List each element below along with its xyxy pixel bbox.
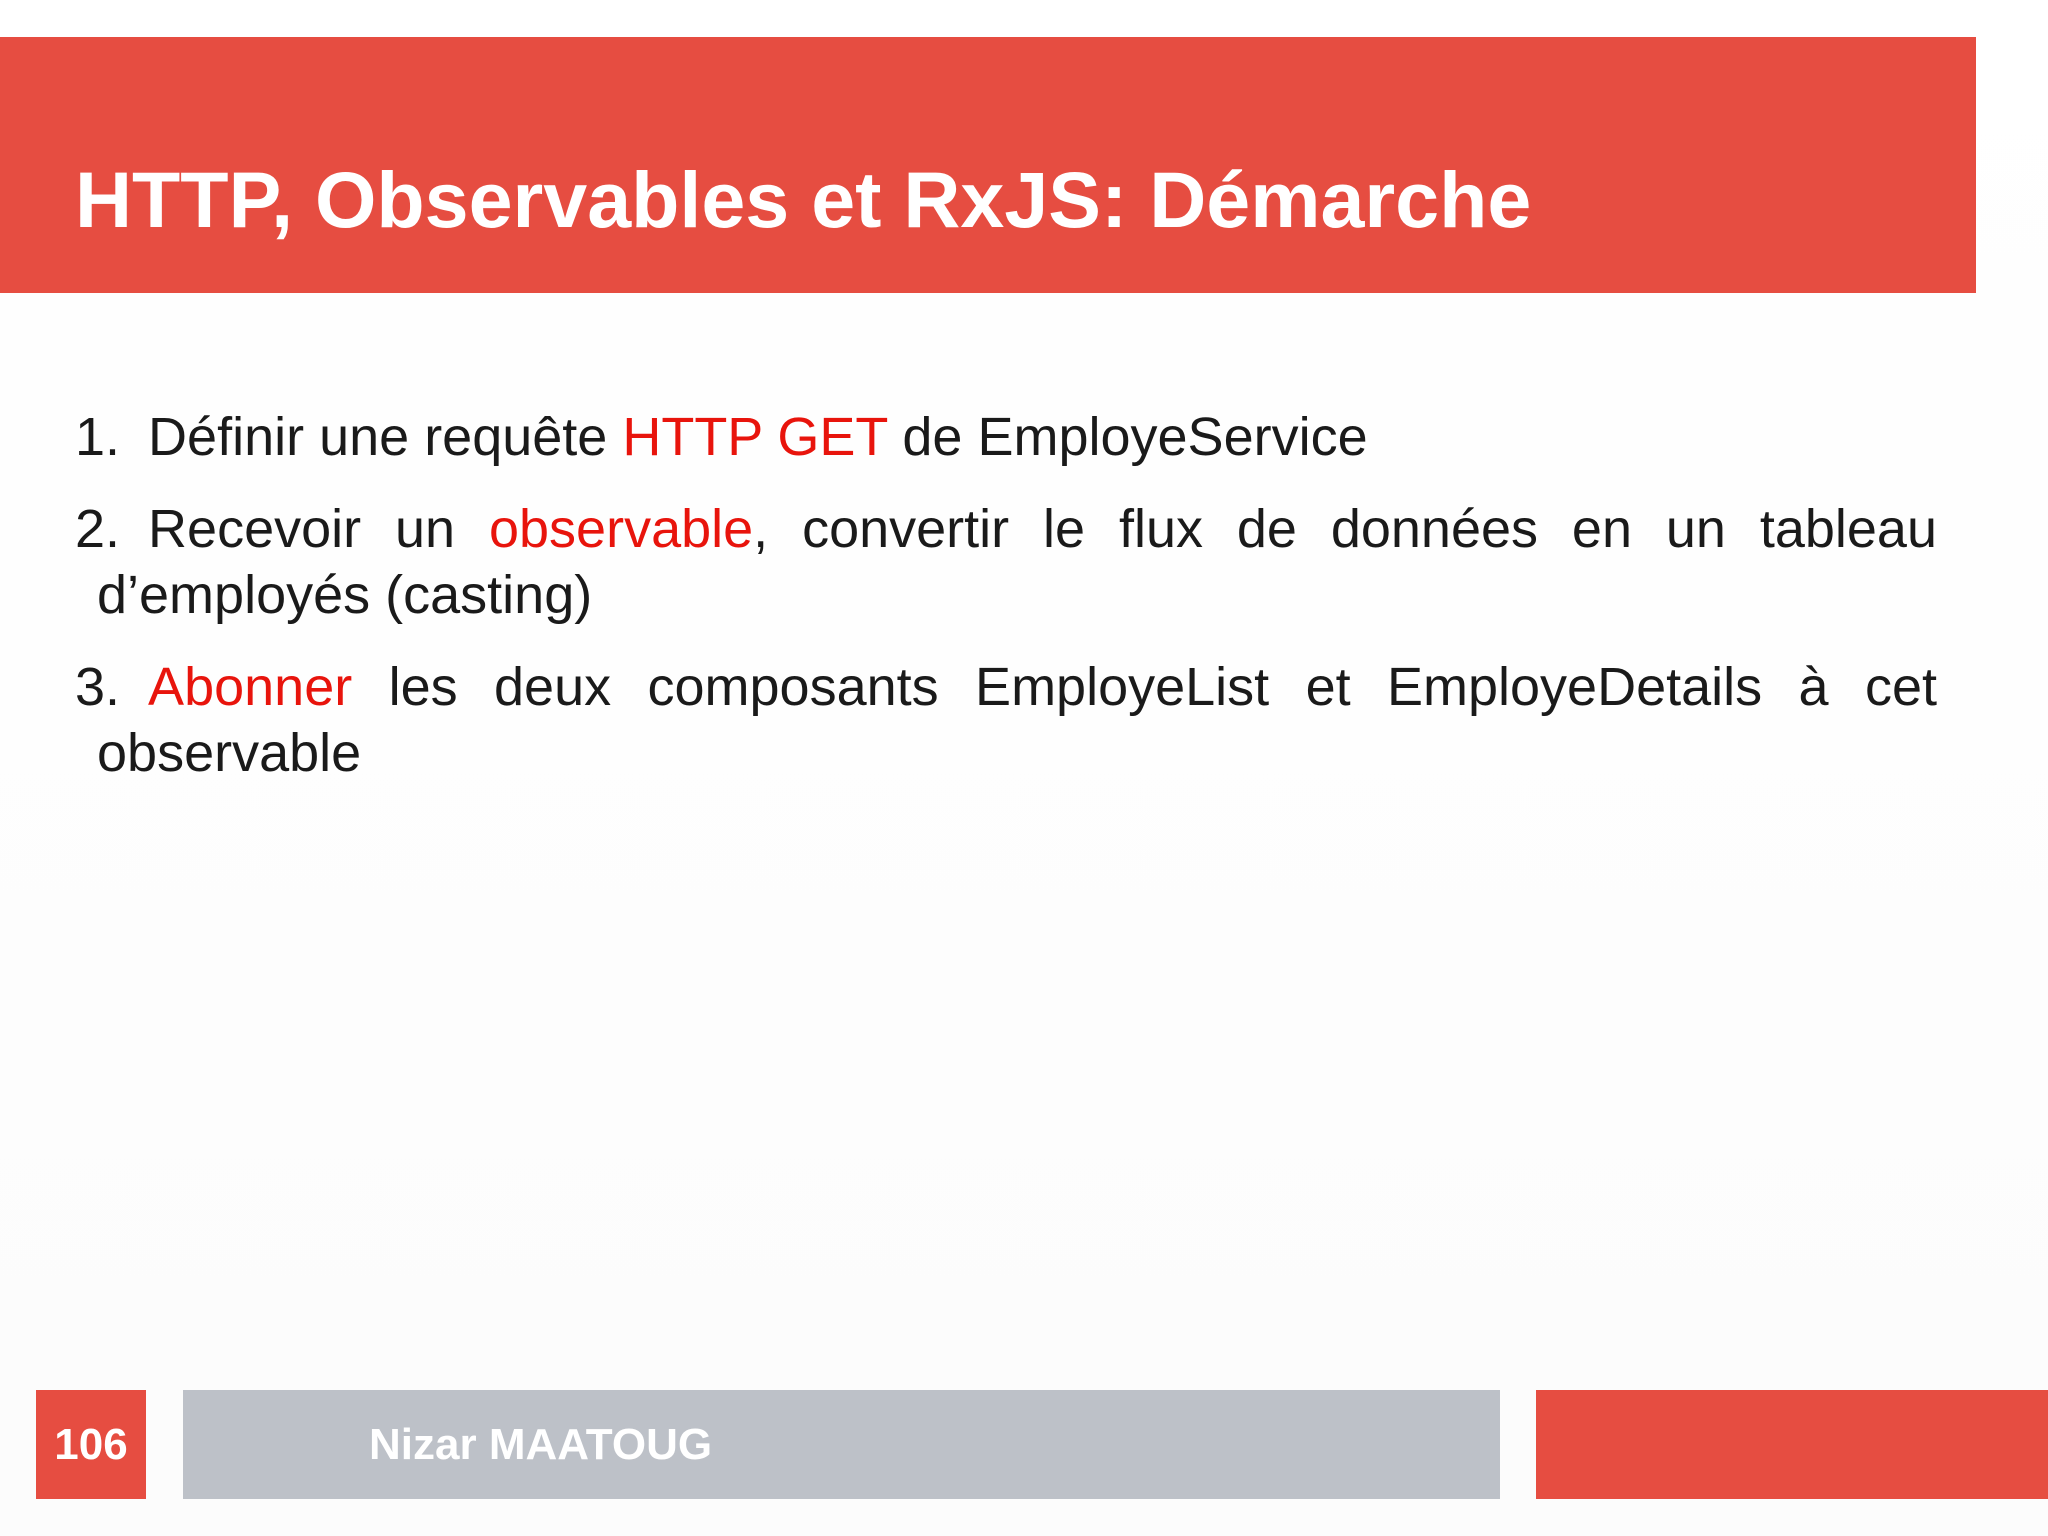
step-text: de EmployeService (887, 407, 1368, 467)
step-text: , convertir le flux de données en un tableau d’employés (casting) (97, 499, 1937, 625)
step-number: 3. (75, 657, 121, 717)
step-text: Recevoir un (148, 499, 489, 559)
step-highlight: HTTP GET (622, 407, 888, 467)
slide-title: HTTP, Observables et RxJS: Démarche (75, 155, 1532, 244)
step-text: les deux composants EmployeList et EmployeDetails à cet observable (97, 657, 1937, 783)
step-text: Définir une requête (148, 407, 623, 467)
step-item (75, 404, 1937, 470)
steps-list (75, 404, 1937, 786)
footer-accent-block (1536, 1390, 2048, 1499)
step-highlight: Abonner (148, 657, 353, 717)
footer-author-bar (183, 1390, 1500, 1499)
step-highlight: observable (488, 499, 754, 559)
author-name: Nizar MAATOUG (369, 1420, 713, 1469)
step-number: 1. (75, 407, 121, 467)
step-item (75, 654, 1937, 786)
step-number: 2. (75, 499, 121, 559)
page-number: 106 (36, 1390, 146, 1499)
step-item (75, 496, 1937, 628)
